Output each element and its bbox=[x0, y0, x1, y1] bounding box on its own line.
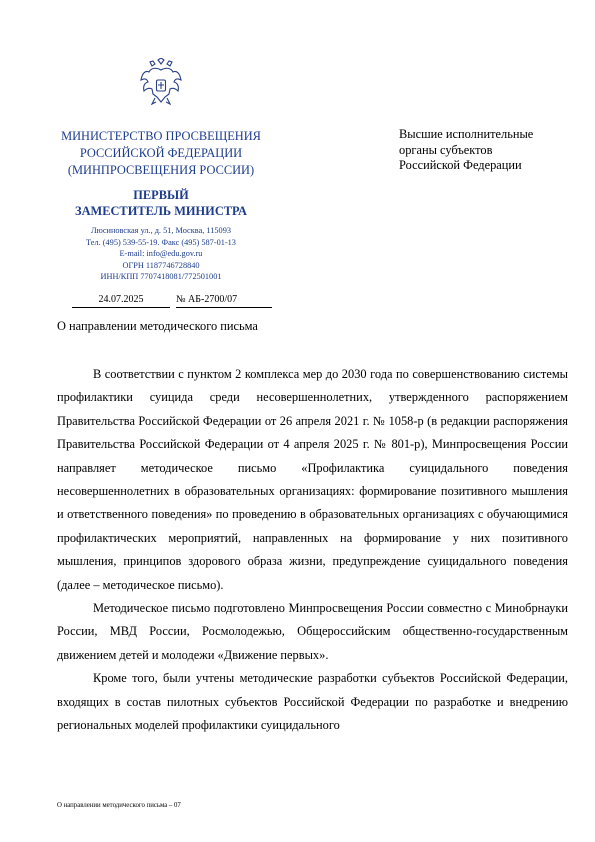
ogrn: ОГРН 1187746728840 bbox=[122, 260, 200, 270]
body-paragraph: Кроме того, были учтены методические разработки субъектов Российской Федерации, входящих в состав пилотных субъектов Российской Федерации по разработке и внедрению региональных моделей профилактики суицидального bbox=[57, 671, 568, 733]
ministry-name bbox=[40, 128, 282, 179]
addressee-line: Российской Федерации bbox=[399, 158, 522, 172]
page-footer: О направлении методического письма – 07 bbox=[57, 802, 181, 809]
ministry-line: РОССИЙСКОЙ ФЕДЕРАЦИИ bbox=[79, 146, 243, 160]
document-number: № АБ-2700/07 bbox=[176, 294, 272, 308]
letter-body bbox=[57, 363, 568, 738]
phone-fax: Тел. (495) 539-55-19. Факс (495) 587-01-13 bbox=[86, 237, 236, 247]
body-paragraph: В соответствии с пунктом 2 комплекса мер до 2030 года по совершенствованию системы профилактики суицида среди несовершеннолетних, утвержденного распоряжением Правительства Российской Федерации от 26 апреля 2021 г. № 1058-р (в редакции распоряжения Правительства Российской Федерации от 4 апреля 2025 г. № 801-р), Минпросвещения России направляет методическое письмо «Профилактика суицидального поведения несовершеннолетних в образовательных организациях: формирование позитивного мышления и ответственного поведения» по проведению в образовательных организациях с обучающимися профилактических мероприятий, направленных на формирование у них позитивного мышления, принципов здорового образа жизни, предупреждение суицидального поведения (далее – методическое письмо). bbox=[57, 367, 568, 592]
ministry-short-name: (МИНПРОСВЕЩЕНИЯ РОССИИ) bbox=[67, 163, 255, 177]
registration-line bbox=[72, 294, 272, 308]
ministry-line: МИНИСТЕРСТВО ПРОСВЕЩЕНИЯ bbox=[61, 129, 261, 143]
position-line: ПЕРВЫЙ bbox=[133, 188, 189, 202]
signatory-position bbox=[40, 188, 282, 219]
document-date: 24.07.2025 bbox=[72, 294, 170, 308]
address: Люсиновская ул., д. 51, Москва, 115093 bbox=[91, 226, 231, 235]
addressee-line: органы субъектов bbox=[399, 142, 493, 157]
body-paragraph: Методическое письмо подготовлено Минпросвещения России совместно с Минобрнауки России, МВД России, Росмолодежью, Общероссийским общественно-государственным движением детей и молодежи «Движение первых». bbox=[57, 601, 568, 662]
position-line: ЗАМЕСТИТЕЛЬ МИНИСТРА bbox=[75, 203, 247, 218]
contact-block bbox=[40, 225, 282, 283]
letter-subject: О направлении методического письма bbox=[57, 319, 258, 333]
addressee-block bbox=[399, 127, 569, 174]
inn-kpp: ИНН/КПП 7707418081/772501001 bbox=[100, 272, 222, 281]
email: E-mail: info@edu.gov.ru bbox=[119, 249, 203, 258]
coat-of-arms-icon bbox=[139, 58, 183, 108]
addressee-line: Высшие исполнительные bbox=[399, 127, 534, 141]
